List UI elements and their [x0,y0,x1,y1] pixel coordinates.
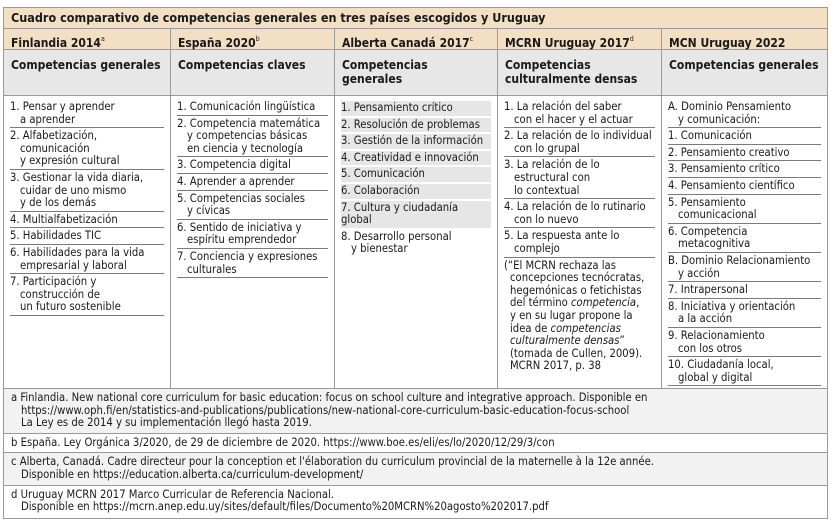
footnote: c Alberta, Canadá. Cadre directeur pour la conception et l'élaboration du curriculum provincial de la maternelle à la 12e année. Disponible en https://education.alberta.ca/curriculum-development/ [4,452,827,484]
list-item: 5. Pensamiento comunicacional [668,197,821,224]
list-item: 7. Participación y construcción de un futuro sostenible [10,276,164,316]
list-item: 7. Conciencia y expresiones culturales [177,251,328,278]
list-item: 7. Intrapersonal [668,284,821,299]
list-item: 6. Competencia metacognitiva [668,226,821,253]
subheader-finlandia: Competencias generales [4,50,171,96]
list-item: 1. La relación del saber con el hacer y el actuar [504,101,655,128]
header-mcn: MCN Uruguay 2022 [662,29,827,50]
list-item: 3. Pensamiento crítico [668,163,821,178]
list-item: 5. Habilidades TIC [10,230,164,245]
list-item: 4. Multialfabetización [10,214,164,229]
list-item: 8. Desarrollo personal y bienestar [341,230,491,258]
list-item: 1. Pensamiento crítico [341,101,491,117]
list-item: 1. Pensar y aprender a aprender [10,101,164,128]
list-item: 7. Cultura y ciudadanía global [341,201,491,229]
column-mcn [662,96,827,388]
list-item: 4. Aprender a aprender [177,176,328,191]
list-item: A. Dominio Pensamiento y comunicación: [668,101,821,128]
header-alberta: Alberta Canadá 2017$^c$ [335,29,498,50]
footnote: a Finlandia. New national core curriculum for basic education: focus on school culture and integrative approach. Disponible en https://www.oph.fi/en/statistics-and-publications/publications/new-national-core-curriculum-basic-education-focus-school La Ley es de 2014 y su implementación llegó hasta 2019. [4,388,827,433]
list-item: 3. La relación de lo estructural con lo contextual [504,159,655,199]
list-item: 2. La relación de lo individual con lo grupal [504,130,655,157]
subheader-alberta: Competencias generales [335,50,498,96]
list-item: 4. Pensamiento científico [668,180,821,195]
list-item: 1. Comunicación lingüística [177,101,328,116]
list-item: 6. Sentido de iniciativa y espíritu emprendedor [177,222,328,249]
comparison-table [3,7,828,519]
subheader-mcrn: Competencias culturalmente densas [498,50,662,96]
header-espana: España 2020$^b$ [171,29,335,50]
list-item: 4. Creatividad e innovación [341,151,491,167]
header-finlandia: Finlandia 2014$^a$ [4,29,171,50]
list-item: 5. La respuesta ante lo complejo [504,230,655,257]
list-item: 3. Competencia digital [177,159,328,174]
list-item: 2. Resolución de problemas [341,118,491,134]
list-item: 2. Competencia matemática y competencias básicas en ciencia y tecnología [177,118,328,158]
subheader-mcn: Competencias generales [662,50,827,96]
column-finlandia [4,96,171,388]
list-item: B. Dominio Relacionamiento y acción [668,255,821,282]
list-item: 3. Gestionar la vida diaria, cuidar de uno mismo y de los demás [10,172,164,212]
footnotes [4,388,827,517]
list-item: 6. Habilidades para la vida empresarial y laboral [10,247,164,274]
list-item: 10. Ciudadanía local, global y digital [668,359,821,386]
header-mcrn: MCRN Uruguay 2017$^d$ [498,29,662,50]
list-item: 8. Iniciativa y orientación a la acción [668,301,821,328]
footnote: b España. Ley Orgánica 3/2020, de 29 de diciembre de 2020. https://www.boe.es/eli/es/lo/2020/12/29/3/con [4,433,827,453]
column-alberta [335,96,498,388]
mcrn-quote: (“El MCRN rechaza las concepciones tecnócratas, hegemónicas o fetichistas del término competencia, y en su lugar propone la idea de competencias culturalmente densas” (tomada de Cullen, 2009). MCRN 2017, p. 38 [504,258,645,373]
list-item: 6. Colaboración [341,184,491,200]
list-item: 1. Comunicación [668,130,821,145]
list-item: 2. Pensamiento creativo [668,147,821,162]
table-title: Cuadro comparativo de competencias generales en tres países escogidos y Uruguay [4,8,827,29]
list-item: 2. Alfabetización, comunicación y expresión cultural [10,130,164,170]
list-item: 9. Relacionamiento con los otros [668,330,821,357]
subheader-espana: Competencias claves [171,50,335,96]
column-mcrn [498,96,662,388]
list-item: 3. Gestión de la información [341,134,491,150]
footnote: d Uruguay MCRN 2017 Marco Curricular de Referencia Nacional. Disponible en https://mcrn.anep.edu.uy/sites/default/files/Documento%20MCRN%20agosto%202017.pdf [4,485,827,517]
list-item: 4. La relación de lo rutinario con lo nuevo [504,201,655,228]
column-espana [171,96,335,388]
list-item: 5. Comunicación [341,167,491,183]
list-item: 5. Competencias sociales y cívicas [177,193,328,220]
